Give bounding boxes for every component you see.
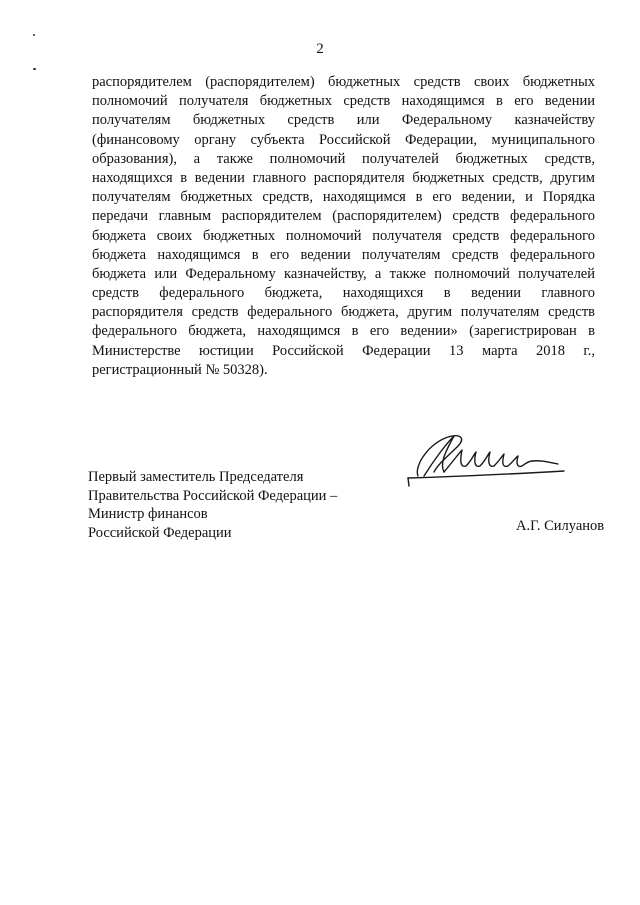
body-line: передачи главным распорядителем (распорядителем) средств федерального — [92, 208, 595, 225]
scan-artifact-dot — [33, 34, 35, 36]
body-line: полномочий получателя бюджетных средств находящимся в его ведении — [92, 93, 595, 110]
body-line: получателям бюджетных средств, находящимся в его ведении, и Порядка — [92, 189, 595, 206]
body-line: (финансовому органу субъекта Российской Федерации, муниципального — [92, 131, 595, 148]
body-line: федерального бюджета, находящимся в его ведении» (зарегистрирован в — [92, 323, 595, 340]
body-line: распорядителем (распорядителем) бюджетных средств своих бюджетных — [92, 74, 595, 90]
body-line: бюджета или Федеральному казначейству, а также полномочий получателей — [92, 265, 595, 282]
body-line: находящихся в ведении главного распорядителя бюджетных средств, другим — [92, 169, 595, 186]
handwritten-signature — [404, 430, 574, 490]
body-line: распорядителя средств федерального бюджета, другим получателям средств — [92, 304, 595, 321]
signer-name: А.Г. Силуанов — [516, 518, 605, 534]
body-paragraph — [92, 73, 595, 380]
scan-artifact-dot — [33, 68, 36, 70]
body-line: бюджета находящимся в его ведении получателям средств федерального — [92, 246, 595, 263]
body-line: регистрационный № 50328). — [92, 361, 268, 378]
signatory-position-line: Первый заместитель Председателя — [88, 469, 304, 485]
signatory-position-line: Российской Федерации — [88, 524, 232, 541]
body-line: бюджета своих бюджетных полномочий получателя средств федерального — [92, 227, 595, 244]
body-line: Министерстве юстиции Российской Федерации 13 марта 2018 г., — [92, 342, 595, 359]
page-number: 2 — [316, 41, 324, 57]
body-line: образования), а также полномочий получателей бюджетных средств, — [92, 150, 595, 167]
signatory-position-line: Министр финансов — [88, 506, 208, 522]
body-line: получателям бюджетных средств или Федеральному казначейству — [92, 112, 595, 129]
body-line: средств федерального бюджета, находящихся в ведении главного — [92, 285, 595, 302]
signatory-position-line: Правительства Российской Федерации – — [88, 487, 338, 504]
signatory-position — [88, 468, 337, 542]
